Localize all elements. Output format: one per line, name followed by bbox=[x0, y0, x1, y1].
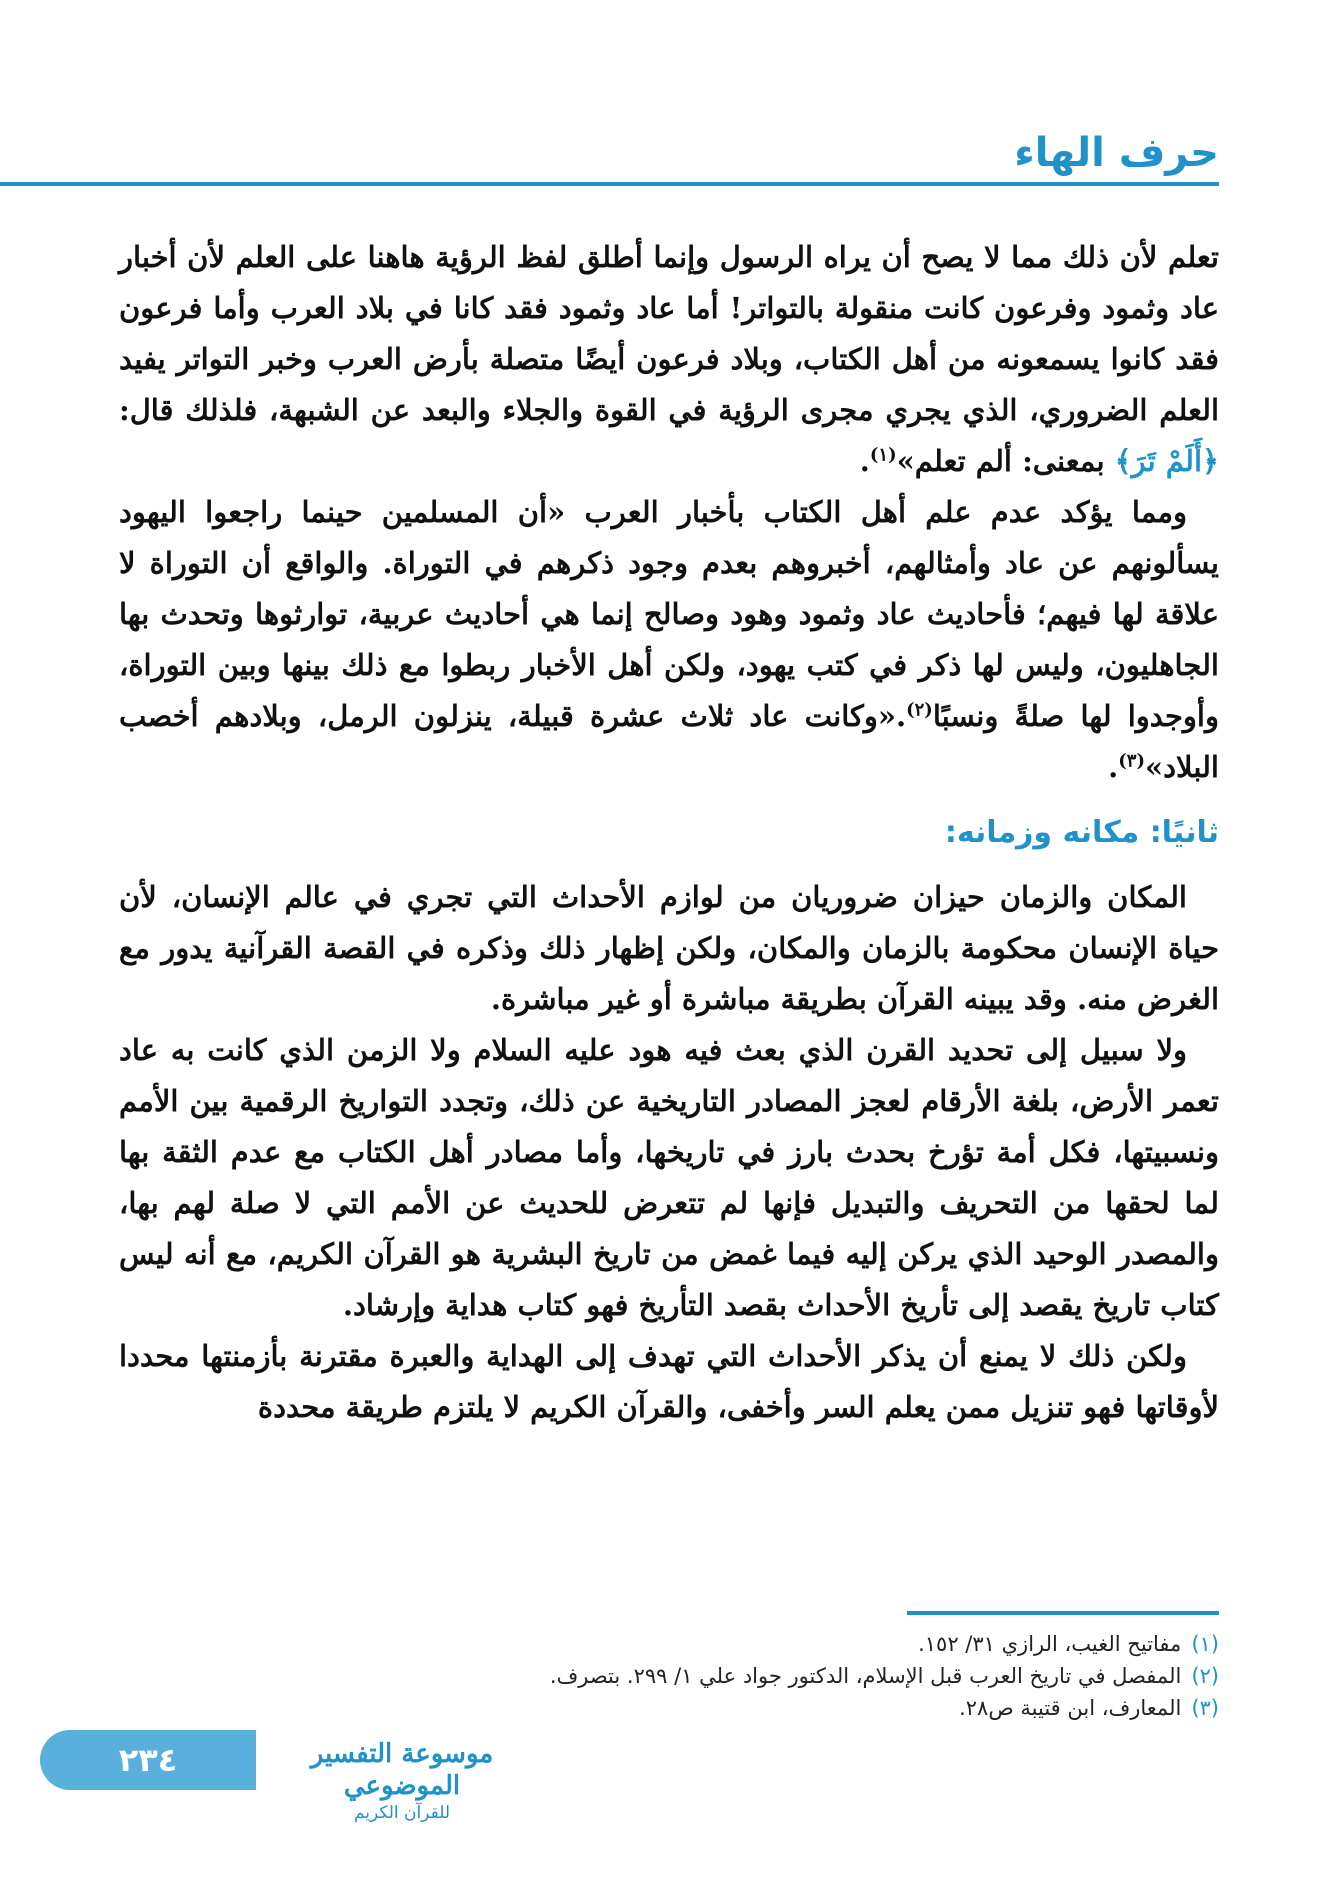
footnote-divider bbox=[907, 1611, 1219, 1615]
footnote-ref-2: (٢) bbox=[906, 699, 933, 721]
paragraph-2-text: ومما يؤكد عدم علم أهل الكتاب بأخبار العرب «أن المسلمين حينما راجعوا اليهود يسألونهم عن عاد وأمثالهم، أخبروهم بعدم وجود ذكرهم في التوراة. والواقع أن التوراة لا علاقة لها فيهم؛ فأحاديث عاد وثمود وهود وصالح إنما هي أحاديث عربية، توارثوها وتحدث بها الجاهليون، وليس لها ذكر في كتب يهود، ولكن أهل الأخبار ربطوا مع ذلك بينها وبين التوراة، وأوجدوا لها صلةً ونسبًا bbox=[119, 495, 1219, 733]
page-number: ٢٣٤ bbox=[118, 1741, 178, 1779]
paragraph-2-mid: .«وكانت عاد ثلاث عشرة قبيلة، ينزلون الرمل، وبلادهم أخصب البلاد» bbox=[119, 699, 1219, 784]
chapter-title: حرف الهاء bbox=[1014, 130, 1219, 176]
paragraph-1 bbox=[119, 232, 1219, 487]
main-text bbox=[119, 232, 1219, 1433]
footnote-ref-1: (١) bbox=[869, 444, 897, 466]
paragraph-1-after: بمعنى: ألم تعلم» bbox=[896, 444, 1115, 478]
encyclopedia-logo bbox=[272, 1738, 532, 1824]
footnote-number: (٣) bbox=[1191, 1696, 1219, 1720]
paragraph-1-text: تعلم لأن ذلك مما لا يصح أن يراه الرسول وإنما أطلق لفظ الرؤية هاهنا على العلم لأن أخبار عاد وثمود وفرعون كانت منقولة بالتواتر! أما عاد وثمود فقد كانا في بلاد العرب وأما فرعون فقد كانوا يسمعونه من أهل الكتاب، وبلاد فرعون أيضًا متصلة بأرض العرب وخبر التواتر يفيد العلم الضروري، الذي يجري مجرى الرؤية في القوة والجلاء والبعد عن الشبهة، فلذلك قال: bbox=[119, 240, 1219, 427]
footnotes bbox=[119, 1628, 1219, 1724]
header-divider bbox=[0, 182, 1219, 186]
paragraph-2-end: . bbox=[1108, 750, 1119, 784]
quran-verse: ﴿أَلَمْ تَرَ﴾ bbox=[1114, 444, 1219, 478]
footnote-text: المعارف، ابن قتيبة ص٢٨. bbox=[959, 1696, 1182, 1720]
footnote-ref-3: (٣) bbox=[1118, 750, 1145, 772]
paragraph-2 bbox=[119, 487, 1219, 793]
footnote-text: المفصل في تاريخ العرب قبل الإسلام، الدكتور جواد علي ١/ ٢٩٩. بتصرف. bbox=[549, 1664, 1182, 1688]
footnote-number: (٢) bbox=[1191, 1664, 1219, 1688]
page-header bbox=[0, 118, 1219, 188]
footnote-item bbox=[119, 1660, 1219, 1692]
paragraph-5: ولكن ذلك لا يمنع أن يذكر الأحداث التي تهدف إلى الهداية والعبرة مقترنة بأزمنتها محددا لأوقاتها فهو تنزيل ممن يعلم السر وأخفى، والقرآن الكريم لا يلتزم طريقة محددة bbox=[119, 1339, 1219, 1424]
section-heading: ثانيًا: مكانه وزمانه: bbox=[944, 815, 1219, 850]
footnote-number: (١) bbox=[1191, 1632, 1219, 1656]
footnote-text: مفاتيح الغيب، الرازي ٣١/ ١٥٢. bbox=[918, 1632, 1182, 1656]
page-number-badge bbox=[40, 1730, 256, 1790]
paragraph-4: ولا سبيل إلى تحديد القرن الذي بعث فيه هود عليه السلام ولا الزمن الذي كانت به عاد تعمر الأرض، بلغة الأرقام لعجز المصادر التاريخية عن ذلك، وتجدد التواريخ الرقمية بين الأمم ونسبيتها، فكل أمة تؤرخ بحدث بارز في تاريخها، وأما مصادر أهل الكتاب مع عدم الثقة بها لما لحقها من التحريف والتبديل فإنها لم تتعرض للحديث عن الأمم التي لا صلة لهم بها، والمصدر الوحيد الذي يركن إليه فيما غمض من تاريخ البشرية هو القرآن الكريم، مع أنه ليس كتاب تاريخ يقصد إلى تأريخ الأحداث بقصد التأريخ فهو كتاب هداية وإرشاد. bbox=[119, 1033, 1219, 1322]
logo-subtitle: للقرآن الكريم bbox=[353, 1803, 451, 1823]
paragraph-3: المكان والزمان حيزان ضروريان من لوازم الأحداث التي تجري في عالم الإنسان، لأن حياة الإنسان محكومة بالزمان والمكان، ولكن إظهار ذلك وذكره في القصة القرآنية يدور مع الغرض منه. وقد يبينه القرآن بطريقة مباشرة أو غير مباشرة. bbox=[119, 880, 1219, 1016]
paragraph-1-end: . bbox=[859, 444, 870, 478]
logo-title: موسوعة التفسير الموضوعي bbox=[310, 1739, 494, 1801]
footnote-item bbox=[119, 1692, 1219, 1724]
footnote-item bbox=[119, 1628, 1219, 1660]
